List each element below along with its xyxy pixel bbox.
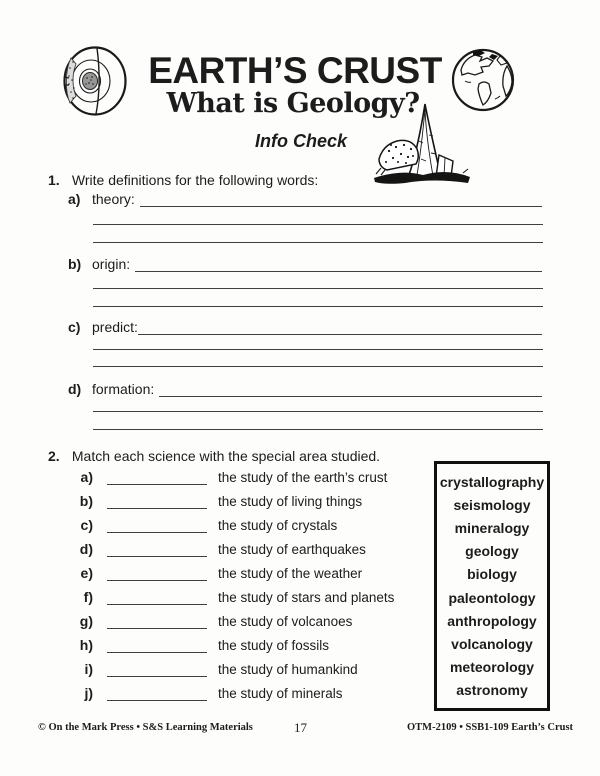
match-answer-blank[interactable] xyxy=(107,530,207,533)
definition-item-a xyxy=(68,191,542,207)
definition-item-b xyxy=(68,256,542,272)
row-description: the study of crystals xyxy=(218,518,338,533)
match-row-d xyxy=(70,542,366,557)
item-word: theory: xyxy=(92,191,135,207)
row-letter: c) xyxy=(80,517,93,533)
row-description: the study of fossils xyxy=(218,638,330,653)
item-letter: c) xyxy=(68,319,81,335)
word-bank-item: crystallography xyxy=(439,474,545,490)
row-description: the study of minerals xyxy=(218,686,343,701)
row-letter: i) xyxy=(84,661,93,677)
question-1-prompt: Write definitions for the following words: xyxy=(71,172,319,188)
row-description: the study of living things xyxy=(218,494,363,509)
question-1-number: 1. xyxy=(48,172,60,188)
question-2 xyxy=(48,448,380,464)
definition-item-d xyxy=(68,381,542,397)
match-row-g xyxy=(70,614,352,629)
item-word: origin: xyxy=(92,256,131,272)
answer-line[interactable] xyxy=(93,242,543,243)
row-description: the study of humankind xyxy=(218,662,358,677)
section-heading: Info Check xyxy=(254,131,347,151)
crystal-rock-illustration xyxy=(373,101,473,186)
match-row-b xyxy=(70,494,362,509)
row-description: the study of the weather xyxy=(218,566,363,581)
answer-line[interactable] xyxy=(93,411,543,412)
answer-line[interactable] xyxy=(93,349,543,350)
word-bank-item: meteorology xyxy=(449,658,534,675)
match-answer-blank[interactable] xyxy=(107,650,207,653)
match-answer-blank[interactable] xyxy=(107,482,207,485)
word-bank-item: astronomy xyxy=(456,681,528,698)
answer-line[interactable] xyxy=(93,224,543,225)
page-title: EARTH’S CRUST xyxy=(148,50,442,91)
row-description: the study of stars and planets xyxy=(218,590,395,605)
row-letter: j) xyxy=(84,685,93,701)
match-row-f xyxy=(70,590,394,605)
row-description: the study of volcanoes xyxy=(218,614,353,629)
match-row-a xyxy=(70,470,387,485)
item-letter: d) xyxy=(68,381,82,397)
answer-line[interactable] xyxy=(135,269,542,272)
answer-line[interactable] xyxy=(93,288,543,289)
answer-line[interactable] xyxy=(138,332,542,335)
match-row-e xyxy=(70,566,362,581)
match-row-j xyxy=(70,686,343,701)
row-letter: e) xyxy=(80,565,93,581)
answer-line[interactable] xyxy=(93,366,543,367)
footer-publisher: © On the Mark Press • S&S Learning Materials xyxy=(38,722,253,733)
question-1 xyxy=(48,172,318,188)
item-letter: a) xyxy=(68,191,81,207)
page-subtitle: What is Geology? xyxy=(166,88,420,119)
row-description: the study of earthquakes xyxy=(218,542,366,557)
answer-line[interactable] xyxy=(159,394,542,397)
word-bank-item: volcanology xyxy=(451,635,533,652)
item-letter: b) xyxy=(68,256,82,272)
match-answer-blank[interactable] xyxy=(107,506,207,509)
item-word: predict: xyxy=(92,319,138,335)
question-2-number: 2. xyxy=(48,448,60,464)
row-letter: h) xyxy=(79,637,93,653)
item-word: formation: xyxy=(92,381,155,397)
match-answer-blank[interactable] xyxy=(107,626,207,629)
page-number: 17 xyxy=(294,720,307,735)
answer-line[interactable] xyxy=(93,429,543,430)
match-row-i xyxy=(70,662,358,677)
word-bank-item: anthropology xyxy=(447,612,537,629)
match-answer-blank[interactable] xyxy=(107,602,207,605)
answer-line[interactable] xyxy=(93,306,543,307)
definition-item-c xyxy=(68,319,542,335)
row-letter: d) xyxy=(79,541,93,557)
question-2-prompt: Match each science with the special area studied. xyxy=(71,448,381,464)
word-bank-box xyxy=(434,461,550,711)
word-bank-item: geology xyxy=(465,543,519,560)
word-bank-item: biology xyxy=(467,566,517,583)
row-letter: g) xyxy=(79,613,93,629)
word-bank-item: seismology xyxy=(453,497,531,514)
match-row-c xyxy=(70,518,337,533)
match-answer-blank[interactable] xyxy=(107,578,207,581)
word-bank-item: mineralogy xyxy=(454,520,530,537)
row-letter: f) xyxy=(83,589,93,605)
row-description: the study of the earth’s crust xyxy=(218,470,388,485)
answer-line[interactable] xyxy=(140,204,542,207)
match-answer-blank[interactable] xyxy=(107,674,207,677)
footer-product-code: OTM-2109 • SSB1-109 Earth’s Crust xyxy=(407,722,574,733)
row-letter: a) xyxy=(80,469,93,485)
match-answer-blank[interactable] xyxy=(107,698,207,701)
match-answer-blank[interactable] xyxy=(107,554,207,557)
row-letter: b) xyxy=(79,493,93,509)
match-row-h xyxy=(70,638,329,653)
word-bank-item: paleontology xyxy=(448,589,536,606)
